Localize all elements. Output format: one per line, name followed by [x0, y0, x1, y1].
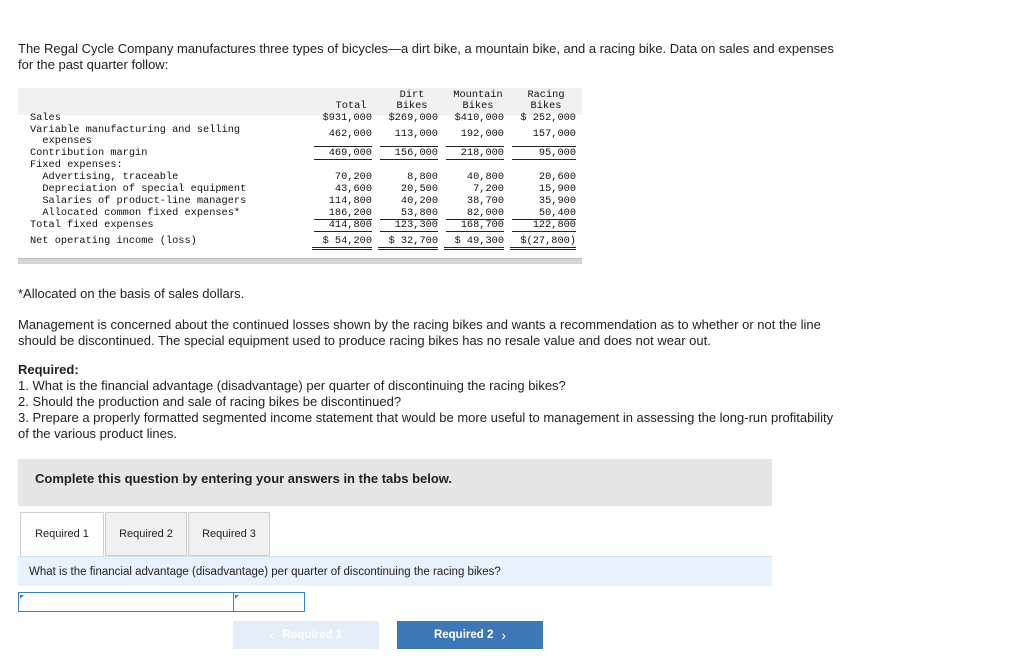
cell-variable-total: 462,000	[314, 129, 372, 147]
tab-required-3[interactable]: Required 3	[188, 512, 270, 556]
cell-variable-racing: 157,000	[512, 129, 576, 147]
cell-sales-dirt: $269,000	[388, 112, 438, 124]
cell-net-total: $ 54,200	[312, 236, 372, 250]
cell-salaries-racing: 35,900	[538, 195, 576, 207]
question-bar	[18, 556, 772, 586]
cell-salaries-total: 114,800	[328, 195, 372, 207]
row-label-net-income: Net operating income (loss)	[30, 235, 197, 247]
row-label-depreciation: Depreciation of special equipment	[30, 183, 247, 195]
row-label-advertising: Advertising, traceable	[30, 171, 179, 183]
header-mountain-line1: Mountain	[453, 89, 503, 101]
cell-contribution-dirt: 156,000	[380, 148, 438, 160]
header-racing-line2: Bikes	[530, 100, 562, 112]
row-label-allocated: Allocated common fixed expenses*	[30, 207, 241, 219]
cell-allocated-mountain: 82,000	[446, 208, 504, 220]
prev-button[interactable]	[233, 621, 379, 649]
cell-salaries-dirt: 40,200	[400, 195, 438, 207]
cell-total-fixed-racing: 122,800	[512, 220, 576, 232]
cell-total-fixed-mountain: 168,700	[446, 220, 504, 232]
cell-advertising-mountain: 40,800	[466, 171, 504, 183]
cell-variable-dirt: 113,000	[380, 129, 438, 147]
prev-button-label: Required 1	[282, 629, 343, 641]
input-marker-icon	[235, 595, 239, 599]
cell-contribution-mountain: 218,000	[446, 148, 504, 160]
row-label-contribution: Contribution margin	[30, 147, 148, 159]
cell-variable-mountain: 192,000	[446, 129, 504, 147]
header-dirt-line1: Dirt	[399, 89, 425, 101]
answer-amount-input[interactable]	[233, 592, 305, 612]
cell-total-fixed-total: 414,800	[314, 220, 372, 232]
cell-allocated-dirt: 53,800	[380, 208, 438, 220]
question-text: What is the financial advantage (disadvantage) per quarter of discontinuing the racing bikes?	[29, 566, 501, 578]
cell-salaries-mountain: 38,700	[466, 195, 504, 207]
tab-required-2[interactable]: Required 2	[105, 512, 187, 556]
header-mountain-line2: Bikes	[462, 100, 494, 112]
answer-label-input[interactable]	[18, 592, 234, 612]
cell-advertising-total: 70,200	[334, 171, 372, 183]
cell-depreciation-mountain: 7,200	[473, 183, 504, 195]
row-label-variable-cont: expenses	[30, 135, 92, 147]
chevron-right-icon: ›	[501, 627, 507, 643]
row-label-salaries: Salaries of product-line managers	[30, 195, 247, 207]
cell-net-mountain: $ 49,300	[444, 236, 504, 250]
management-text: Management is concerned about the continued losses shown by the racing bikes and wants a recommendation as to whether or not the line should be discontinued. The special equipment used to produce racing bikes has no resale value and does not wear out.	[18, 317, 821, 348]
cell-depreciation-total: 43,600	[334, 183, 372, 195]
next-button-label: Required 2	[433, 629, 494, 641]
table-bottom-strip	[18, 258, 582, 264]
cell-sales-racing: $ 252,000	[520, 112, 576, 124]
row-label-fixed-expenses: Fixed expenses:	[30, 159, 123, 171]
footnote: *Allocated on the basis of sales dollars.	[18, 286, 245, 301]
instruction-panel	[18, 459, 772, 506]
cell-allocated-total: 186,200	[314, 208, 372, 220]
required-item-3: 3. Prepare a properly formatted segmented income statement that would be more useful to management in assessing the long-run profitability of the various product lines.	[18, 410, 834, 441]
cell-total-fixed-dirt: 123,300	[380, 220, 438, 232]
cell-contribution-racing: 95,000	[512, 148, 576, 160]
row-label-sales: Sales	[30, 112, 61, 124]
instruction-text: Complete this question by entering your answers in the tabs below.	[35, 471, 453, 486]
chevron-left-icon: ‹	[269, 627, 275, 643]
cell-sales-total: $931,000	[322, 112, 372, 124]
financial-table	[18, 88, 582, 265]
row-label-variable: Variable manufacturing and selling	[30, 124, 241, 136]
header-racing-line1: Racing	[527, 89, 565, 101]
header-dirt-line2: Bikes	[396, 100, 428, 112]
cell-contribution-total: 469,000	[314, 148, 372, 160]
required-item-1: 1. What is the financial advantage (disadvantage) per quarter of discontinuing the racing bikes?	[18, 378, 566, 393]
cell-advertising-racing: 20,600	[538, 171, 576, 183]
required-item-2: 2. Should the production and sale of racing bikes be discontinued?	[18, 394, 402, 409]
header-total: Total	[335, 100, 367, 112]
cell-depreciation-dirt: 20,500	[400, 183, 438, 195]
cell-depreciation-racing: 15,900	[538, 183, 576, 195]
input-marker-icon	[20, 595, 24, 599]
tab-required-1[interactable]: Required 1	[20, 512, 104, 556]
cell-sales-mountain: $410,000	[454, 112, 504, 124]
cell-net-racing: $(27,800)	[510, 236, 576, 250]
cell-allocated-racing: 50,400	[512, 208, 576, 220]
cell-net-dirt: $ 32,700	[378, 236, 438, 250]
cell-advertising-dirt: 8,800	[407, 171, 438, 183]
row-label-total-fixed: Total fixed expenses	[30, 219, 154, 231]
required-title: Required:	[18, 362, 79, 377]
next-button[interactable]	[397, 621, 543, 649]
intro-text: The Regal Cycle Company manufactures three types of bicycles—a dirt bike, a mountain bike, and a racing bike. Data on sales and expenses for the past quarter follow:	[18, 41, 834, 72]
